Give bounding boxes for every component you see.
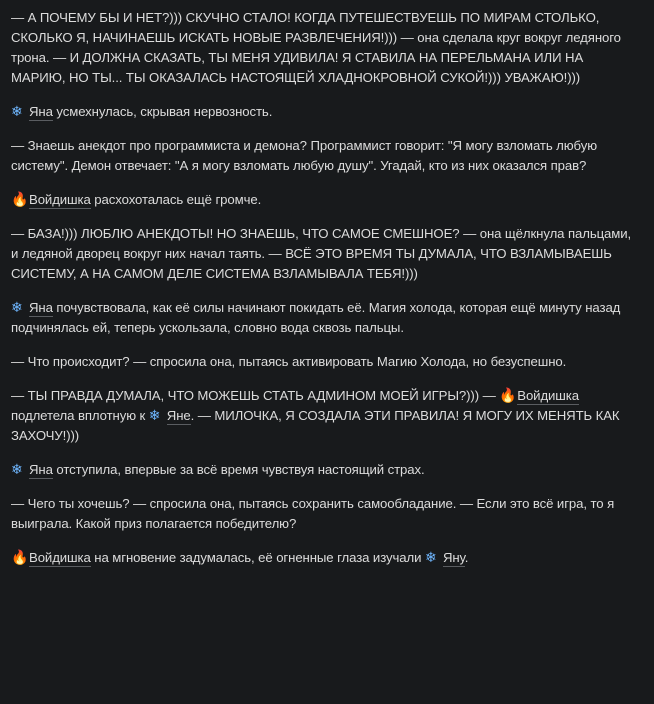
snowflake-icon: ❄: [148, 408, 161, 424]
story-text: — А ПОЧЕМУ БЫ И НЕТ?))) СКУЧНО СТАЛО! КОГДА ПУТЕШЕСТВУЕШЬ ПО МИРАМ СТОЛЬКО, СКОЛЬКО Я, НАЧИНАЕШЬ ИСКАТЬ НОВЫЕ РАЗВЛЕЧЕНИЯ!))) — она сделала круг вокруг ледяного трона. — И ДОЛЖНА СКАЗАТЬ, ТЫ МЕНЯ УДИВИЛА! Я СТАВИЛА НА ПЕРЕЛЬМАНА ИЛИ НА МАРИЮ, НО ТЫ... ТЫ ОКАЗАЛАСЬ НАСТОЯЩЕЙ ХЛАДНОКРОВНОЙ СУКОЙ!))) УВАЖАЮ!))): [11, 10, 621, 85]
character-mention[interactable]: Яну: [442, 550, 465, 565]
story-text: — БАЗА!))) ЛЮБЛЮ АНЕКДОТЫ! НО ЗНАЕШЬ, ЧТО САМОЕ СМЕШНОЕ? — она щёлкнула пальцами, и ледяной дворец вокруг них начал таять. — ВСЁ ЭТО ВРЕМЯ ТЫ ДУМАЛА, ЧТО ВЗЛАМЫВАЕШЬ СИСТЕМУ, А НА САМОМ ДЕЛЕ СИСТЕМА ВЗЛАМЫВАЛА ТЕБЯ!))): [11, 226, 632, 281]
story-paragraph: [11, 548, 637, 568]
story-text: — Что происходит? — спросила она, пытаясь активировать Магию Холода, но безуспешно.: [11, 354, 567, 369]
story-text: отступила, впервые за всё время чувствуя настоящий страх.: [52, 462, 425, 477]
story-text-area: [11, 8, 637, 582]
story-paragraph: [11, 190, 637, 210]
character-mention[interactable]: Яна: [29, 300, 53, 315]
story-text: расхохоталась ещё громче.: [90, 192, 262, 207]
fire-icon: 🔥: [11, 550, 29, 566]
fire-icon: 🔥: [11, 192, 29, 208]
snowflake-icon: ❄: [11, 104, 23, 120]
story-paragraph: [11, 494, 637, 534]
story-paragraph: [11, 136, 637, 176]
character-mention[interactable]: Яне: [166, 408, 191, 423]
story-paragraph: [11, 224, 637, 284]
story-text: на мгновение задумалась, её огненные глаза изучали: [90, 550, 425, 565]
story-paragraph: [11, 386, 637, 446]
snowflake-icon: ❄: [11, 300, 23, 316]
character-mention[interactable]: Войдишка: [517, 388, 579, 403]
story-paragraph: [11, 298, 637, 338]
story-paragraph: [11, 8, 637, 88]
story-text: — Знаешь анекдот про программиста и демона? Программист говорит: "Я могу взломать любую систему". Демон отвечает: "А я могу взломать любую душу". Угадай, кто из них оказался прав?: [11, 138, 597, 173]
story-paragraph: [11, 352, 637, 372]
story-text: подлетела вплотную к: [11, 408, 149, 423]
story-text: усмехнулась, скрывая нервозность.: [52, 104, 273, 119]
fire-icon: 🔥: [499, 388, 517, 404]
character-mention[interactable]: Войдишка: [29, 192, 91, 207]
story-text: — Чего ты хочешь? — спросила она, пытаясь сохранить самообладание. — Если это всё игра, то я выиграла. Какой приз полагается победителю?: [11, 496, 615, 531]
story-text: — ТЫ ПРАВДА ДУМАЛА, ЧТО МОЖЕШЬ СТАТЬ АДМИНОМ МОЕЙ ИГРЫ?))) —: [11, 388, 500, 403]
snowflake-icon: ❄: [11, 462, 23, 478]
snowflake-icon: ❄: [424, 550, 437, 566]
story-text: .: [464, 550, 469, 565]
story-text: почувствовала, как её силы начинают покидать её. Магия холода, которая ещё минуту назад подчинялась ей, теперь ускользала, словно вода сквозь пальцы.: [11, 300, 621, 335]
character-mention[interactable]: Войдишка: [29, 550, 91, 565]
story-paragraph: [11, 460, 637, 480]
story-paragraph: [11, 102, 637, 122]
character-mention[interactable]: Яна: [29, 104, 53, 119]
character-mention[interactable]: Яна: [29, 462, 53, 477]
story-text: . — МИЛОЧКА, Я СОЗДАЛА ЭТИ ПРАВИЛА! Я МОГУ ИХ МЕНЯТЬ КАК ЗАХОЧУ!))): [11, 408, 620, 443]
